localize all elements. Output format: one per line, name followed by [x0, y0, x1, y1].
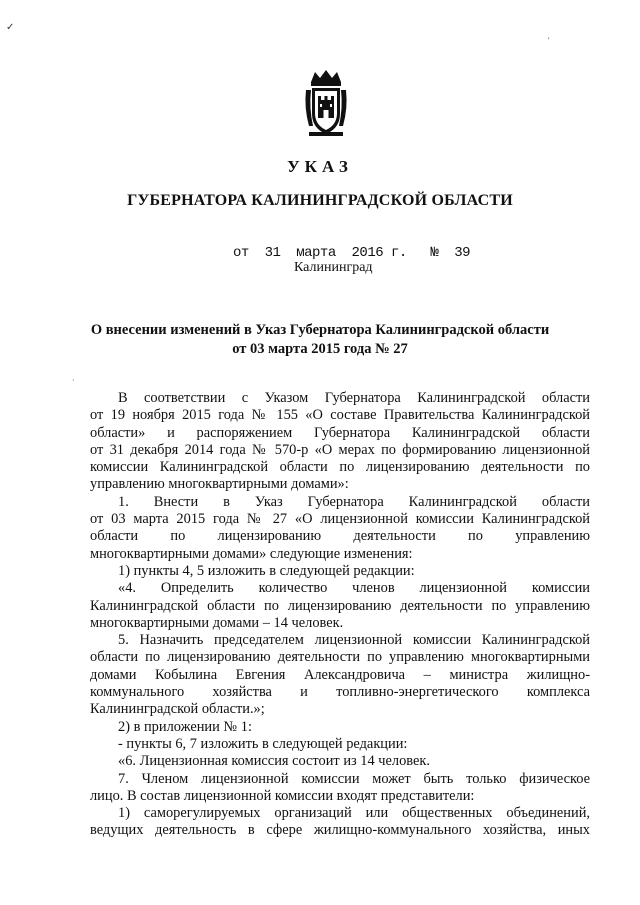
- subject-line-1: О внесении изменений в Указ Губернатора Калининградской области: [90, 322, 550, 338]
- body-line: области по лицензированию деятельности по управлению многоквартирными: [90, 649, 590, 666]
- body-line: 5. Назначить председателем лицензионной комиссии Калининградской: [118, 632, 590, 649]
- body-line: многоквартирными домами» следующие изменения:: [90, 545, 413, 562]
- body-line: домами Кобылина Евгения Александровича – министра жилищно-: [90, 666, 590, 683]
- subject-line-2: от 03 марта 2015 года № 27: [232, 341, 408, 357]
- date-number-line: от 31 марта 2016 г. № 39: [233, 245, 471, 261]
- body-line: ведущих деятельность в сфере жилищно-коммунального хозяйства, иных: [90, 822, 590, 839]
- document-issuer: ГУБЕРНАТОРА КАЛИНИНГРАДСКОЙ ОБЛАСТИ: [127, 192, 513, 209]
- body-line: Калининградской области по лицензированию деятельности по управлению: [90, 597, 590, 614]
- scan-mark: ✓: [6, 22, 15, 33]
- body-line: коммунального хозяйства и топливно-энергетического комплекса: [90, 684, 590, 701]
- body-line: от 31 декабря 2014 года № 570-р «О мерах по формированию лицензионной: [90, 441, 590, 458]
- body-line: от 19 ноября 2015 года № 155 «О составе Правительства Калининградской: [90, 407, 590, 424]
- body-line: управлению многоквартирными домами»:: [90, 476, 349, 493]
- body-line: 1) саморегулируемых организаций или общественных объединений,: [118, 805, 590, 822]
- body-line: 7. Членом лицензионной комиссии может быть только физическое: [118, 770, 590, 787]
- body-line: области по лицензированию деятельности по управлению: [90, 528, 590, 545]
- body-line: 2) в приложении № 1:: [118, 718, 252, 735]
- body-line: лицо. В состав лицензионной комиссии входят представители:: [90, 787, 475, 804]
- body-line: от 03 марта 2015 года № 27 «О лицензионной комиссии Калининградской: [90, 511, 590, 528]
- body-line: многоквартирными домами – 14 человек.: [90, 614, 344, 631]
- body-line: «6. Лицензионная комиссия состоит из 14 человек.: [118, 753, 430, 770]
- body-line: В соответствии с Указом Губернатора Калининградской области: [118, 390, 590, 406]
- city-name: Калининград: [294, 260, 373, 275]
- document-title: УКАЗ: [287, 157, 353, 176]
- body-line: комиссии Калининградской области по лицензированию деятельности по: [90, 459, 590, 476]
- body-line: - пункты 6, 7 изложить в следующей редакции:: [118, 735, 408, 752]
- body-line: области» и распоряжением Губернатора Калининградской области: [90, 424, 590, 441]
- body-line: Калининградской области.»;: [90, 701, 265, 718]
- body-line: «4. Определить количество членов лицензионной комиссии: [118, 580, 590, 597]
- body-line: 1. Внести в Указ Губернатора Калининградской области: [118, 493, 590, 510]
- coat-of-arms-emblem: [303, 68, 349, 138]
- scan-dot: ': [548, 36, 550, 45]
- scan-dot: ·: [72, 376, 75, 385]
- document-body: [90, 390, 590, 840]
- body-line: 1) пункты 4, 5 изложить в следующей редакции:: [118, 562, 415, 579]
